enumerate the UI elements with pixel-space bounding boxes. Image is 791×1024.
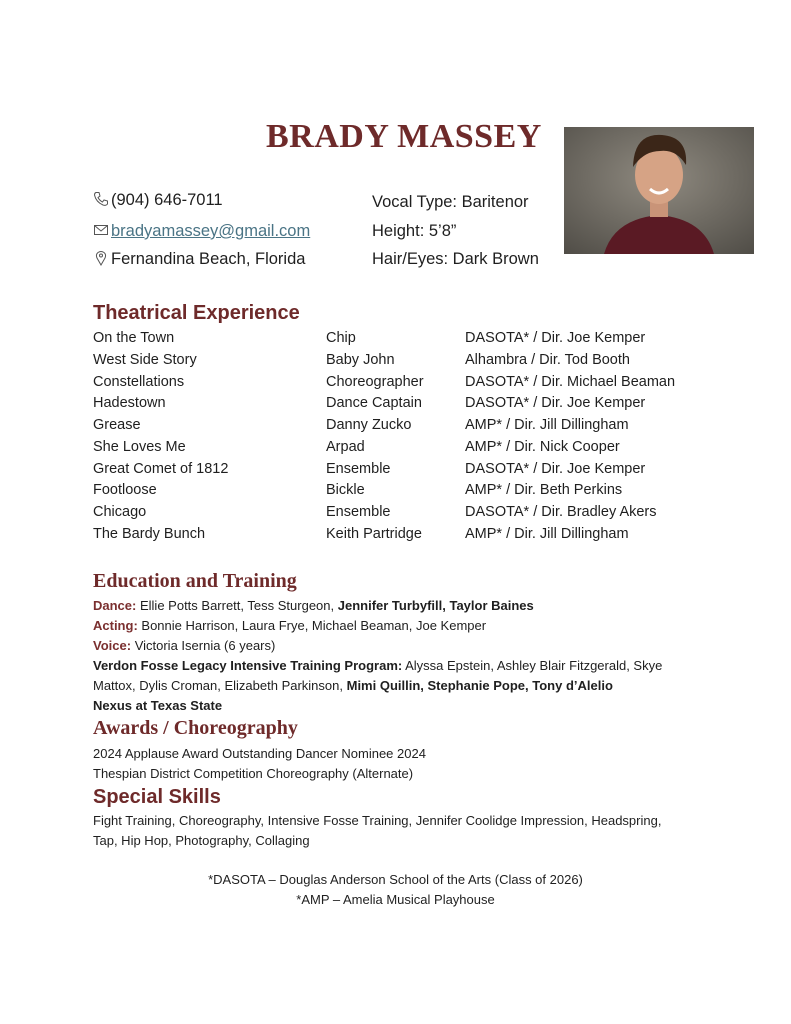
- role: Choreographer: [326, 374, 424, 390]
- fosse-line-2: [93, 678, 613, 693]
- venue-director: DASOTA* / Dir. Bradley Akers: [465, 504, 657, 520]
- dance-label: Dance:: [93, 598, 137, 613]
- awards-heading: Awards / Choreography: [93, 717, 298, 739]
- hair-eyes: Hair/Eyes: Dark Brown: [372, 250, 539, 268]
- show-title: Constellations: [93, 374, 185, 390]
- role: Baby John: [326, 352, 395, 368]
- award-item: 2024 Applause Award Outstanding Dancer Nominee 2024: [93, 746, 426, 761]
- venue-director: Alhambra / Dir. Tod Booth: [465, 352, 630, 368]
- show-title: She Loves Me: [93, 439, 186, 455]
- venue-director: AMP* / Dir. Beth Perkins: [465, 482, 623, 498]
- show-title: The Bardy Bunch: [93, 526, 206, 542]
- acting-label: Acting:: [93, 618, 138, 633]
- role: Keith Partridge: [326, 526, 422, 542]
- acting-line: [93, 618, 486, 633]
- role: Chip: [326, 330, 356, 346]
- voice-line: [93, 638, 275, 653]
- fosse-teachers: Alyssa Epstein, Ashley Blair Fitzgerald, Skye: [405, 658, 663, 673]
- theatrical-heading: Theatrical Experience: [93, 302, 300, 324]
- skills-heading: Special Skills: [93, 786, 221, 808]
- fosse-teachers-bold: Mimi Quillin, Stephanie Pope, Tony d’Alelio: [346, 678, 613, 693]
- footnote-dasota: *DASOTA – Douglas Anderson School of the Arts (Class of 2026): [208, 872, 583, 887]
- voice-teachers: Victoria Isernia (6 years): [134, 638, 276, 653]
- mail-icon: [93, 222, 111, 243]
- show-title: On the Town: [93, 330, 175, 346]
- award-item: Thespian District Competition Choreography (Alternate): [93, 766, 414, 781]
- contact-phone: [93, 191, 223, 212]
- show-title: Chicago: [93, 504, 147, 520]
- phone-icon: [93, 191, 111, 212]
- role: Bickle: [326, 482, 365, 498]
- show-title: West Side Story: [93, 352, 197, 368]
- dance-teachers-bold: Jennifer Turbyfill, Taylor Baines: [337, 598, 534, 613]
- contact-location: [93, 250, 305, 271]
- voice-label: Voice:: [93, 638, 132, 653]
- education-heading: Education and Training: [93, 570, 297, 592]
- dance-line: [93, 598, 534, 613]
- location-text: Fernandina Beach, Florida: [111, 250, 306, 268]
- contact-email: [93, 222, 310, 243]
- fosse-label: Verdon Fosse Legacy Intensive Training Program:: [93, 658, 403, 673]
- dance-teachers: Ellie Potts Barrett, Tess Sturgeon,: [139, 598, 335, 613]
- phone-text: (904) 646-7011: [111, 191, 223, 209]
- venue-director: AMP* / Dir. Jill Dillingham: [465, 417, 629, 433]
- fosse-line: [93, 658, 662, 673]
- show-title: Hadestown: [93, 395, 166, 411]
- headshot-photo: [564, 127, 754, 254]
- venue-director: AMP* / Dir. Jill Dillingham: [465, 526, 629, 542]
- show-title: Great Comet of 1812: [93, 461, 229, 477]
- location-pin-icon: [93, 250, 111, 271]
- email-link[interactable]: bradyamassey@gmail.com: [111, 222, 311, 240]
- fosse-teachers-cont: Mattox, Dylis Croman, Elizabeth Parkinson,: [93, 678, 343, 693]
- role: Ensemble: [326, 461, 391, 477]
- skills-line: Fight Training, Choreography, Intensive Fosse Training, Jennifer Coolidge Impression, Headspring,: [93, 813, 662, 828]
- height: Height: 5’8”: [372, 222, 457, 240]
- skills-line-2: Tap, Hip Hop, Photography, Collaging: [93, 833, 310, 848]
- nexus-line: Nexus at Texas State: [93, 698, 223, 713]
- vocal-type: Vocal Type: Baritenor: [372, 193, 529, 211]
- role: Ensemble: [326, 504, 391, 520]
- acting-teachers: Bonnie Harrison, Laura Frye, Michael Beaman, Joe Kemper: [141, 618, 487, 633]
- role: Danny Zucko: [326, 417, 412, 433]
- venue-director: AMP* / Dir. Nick Cooper: [465, 439, 620, 455]
- venue-director: DASOTA* / Dir. Joe Kemper: [465, 395, 646, 411]
- venue-director: DASOTA* / Dir. Joe Kemper: [465, 461, 646, 477]
- resume-name: BRADY MASSEY: [266, 118, 542, 155]
- role: Arpad: [326, 439, 365, 455]
- venue-director: DASOTA* / Dir. Joe Kemper: [465, 330, 646, 346]
- role: Dance Captain: [326, 395, 422, 411]
- venue-director: DASOTA* / Dir. Michael Beaman: [465, 374, 676, 390]
- show-title: Footloose: [93, 482, 157, 498]
- show-title: Grease: [93, 417, 141, 433]
- footnote-amp: *AMP – Amelia Musical Playhouse: [296, 892, 495, 907]
